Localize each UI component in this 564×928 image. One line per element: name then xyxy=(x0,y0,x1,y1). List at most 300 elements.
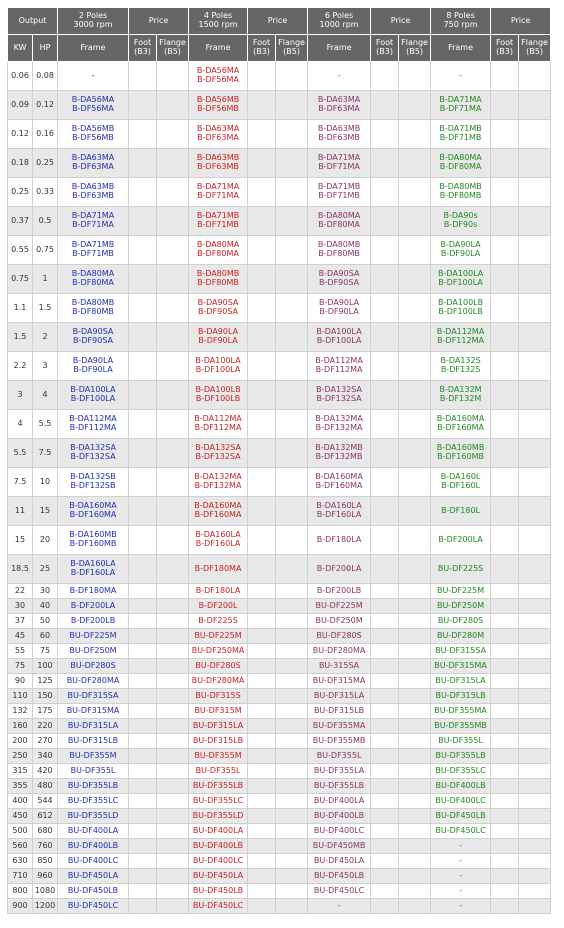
frame-code: BU-DF315SA xyxy=(435,645,487,655)
price-foot-cell xyxy=(371,884,399,899)
frame-2pole-cell xyxy=(58,749,129,764)
frame-8pole-cell xyxy=(431,584,491,599)
frame-code: BU-DF280S xyxy=(70,660,116,670)
frame-code: - xyxy=(459,70,462,80)
price-flange-cell xyxy=(157,120,189,149)
price-flange-cell xyxy=(399,599,431,614)
frame-code: B-DA90LA xyxy=(440,240,481,250)
frame-code: B-DA100LB xyxy=(438,298,484,308)
frame-code: B-DF56MB xyxy=(197,104,239,113)
kw-cell: 55 xyxy=(8,644,33,659)
frame-code: BU-DF280S xyxy=(437,615,484,625)
output-header: Output xyxy=(8,8,58,35)
price-foot-cell xyxy=(371,629,399,644)
frame-code: B-DA71MA xyxy=(439,95,482,105)
price-foot-cell xyxy=(129,352,157,381)
price-flange-cell xyxy=(276,764,308,779)
header-row-1 xyxy=(8,8,551,35)
frame-2pole-cell xyxy=(58,779,129,794)
hp-cell: 30 xyxy=(33,584,58,599)
price-foot-cell xyxy=(371,294,399,323)
price-foot-cell xyxy=(129,869,157,884)
header-row-2 xyxy=(8,35,551,62)
price-flange-cell xyxy=(519,719,551,734)
frame-code: BU-DF400LC xyxy=(435,795,486,805)
price-foot-cell xyxy=(129,689,157,704)
frame-8pole-cell xyxy=(431,869,491,884)
price-flange-cell xyxy=(157,468,189,497)
frame-code: B-DF112MA xyxy=(194,423,242,432)
price-flange-cell xyxy=(276,644,308,659)
table-row xyxy=(8,294,551,323)
price-flange-cell xyxy=(157,526,189,555)
price-flange-cell xyxy=(519,614,551,629)
frame-code: B-DA80MB xyxy=(439,182,482,192)
frame-code: B-DF132S xyxy=(440,365,481,374)
price-foot-cell xyxy=(129,734,157,749)
price-flange-cell xyxy=(519,439,551,468)
price-foot-cell xyxy=(491,236,519,265)
price-flange-cell xyxy=(157,352,189,381)
price-foot-cell xyxy=(129,659,157,674)
kw-cell: 132 xyxy=(8,704,33,719)
price-flange-cell xyxy=(276,526,308,555)
frame-6pole-cell xyxy=(308,764,371,779)
poles4-header: 4 Poles 1500 rpm xyxy=(189,8,248,35)
frame-code: B-DA100LA xyxy=(70,385,116,395)
frame-code: BU-DF315LB xyxy=(313,705,365,715)
price-foot-cell xyxy=(129,719,157,734)
frame-code: B-DA71MB xyxy=(196,211,240,221)
frame-code: B-DF71MA xyxy=(72,220,114,229)
price-header: Price xyxy=(491,8,551,35)
price-foot-cell xyxy=(129,178,157,207)
frame-4pole-cell xyxy=(189,91,248,120)
frame-code: BU-DF355MB xyxy=(434,720,487,730)
price-flange-cell xyxy=(399,794,431,809)
price-foot-cell xyxy=(491,410,519,439)
table-row xyxy=(8,149,551,178)
frame-code: BU-DF450LB xyxy=(313,870,365,880)
price-flange-cell xyxy=(157,178,189,207)
price-foot-cell xyxy=(371,869,399,884)
price-flange-cell xyxy=(519,584,551,599)
table-row xyxy=(8,794,551,809)
frame-code: B-DF71MB xyxy=(318,191,360,200)
price-flange-cell xyxy=(157,555,189,584)
frame-code: B-DF180MA xyxy=(194,563,242,573)
price-foot-cell xyxy=(129,854,157,869)
frame-code: BU-DF355LC xyxy=(435,765,486,775)
frame-6pole-cell xyxy=(308,497,371,526)
price-flange-cell xyxy=(157,689,189,704)
price-flange-cell xyxy=(276,468,308,497)
frame-code: B-DF180LA xyxy=(195,585,241,595)
kw-cell: 4 xyxy=(8,410,33,439)
price-foot-cell xyxy=(248,809,276,824)
frame-code: B-DA100LA xyxy=(195,356,241,366)
frame-code: BU-DF400LB xyxy=(435,780,486,790)
frame-code: BU-DF315LB xyxy=(192,735,244,745)
frame-8pole-cell xyxy=(431,764,491,779)
frame-code: BU-DF450LA xyxy=(192,870,244,880)
table-row xyxy=(8,629,551,644)
hp-cell: 50 xyxy=(33,614,58,629)
hp-cell: 20 xyxy=(33,526,58,555)
price-foot-cell xyxy=(371,120,399,149)
price-foot-cell xyxy=(371,749,399,764)
frame-code: BU-DF250MA xyxy=(191,645,245,655)
frame-code: - xyxy=(459,840,462,850)
frame-code: BU-DF315SA xyxy=(67,690,119,700)
frame-code: B-DA160LA xyxy=(195,530,241,540)
price-flange-cell xyxy=(519,468,551,497)
price-foot-cell xyxy=(491,629,519,644)
frame-code: BU-DF315MA xyxy=(434,660,487,670)
frame-code: B-DA160MA xyxy=(194,501,242,511)
frame-code: BU-DF250M xyxy=(69,645,117,655)
hp-cell: 0.75 xyxy=(33,236,58,265)
table-row xyxy=(8,659,551,674)
price-foot-cell xyxy=(129,323,157,352)
frame-code: B-DF200L xyxy=(198,600,238,610)
price-flange-cell xyxy=(399,381,431,410)
frame-4pole-cell xyxy=(189,120,248,149)
frame-code: B-DF180MA xyxy=(69,585,117,595)
price-foot-cell xyxy=(491,381,519,410)
price-flange-cell xyxy=(399,854,431,869)
price-foot-cell xyxy=(248,410,276,439)
frame-code: BU-DF450LB xyxy=(67,885,119,895)
table-row xyxy=(8,674,551,689)
frame-code: B-DF100LB xyxy=(195,394,241,403)
frame-code: - xyxy=(91,70,95,80)
price-flange-cell xyxy=(399,526,431,555)
price-foot-cell xyxy=(248,323,276,352)
price-flange-cell xyxy=(157,899,189,914)
price-foot-cell xyxy=(129,294,157,323)
table-row xyxy=(8,719,551,734)
price-foot-cell xyxy=(491,734,519,749)
frame-2pole-cell xyxy=(58,410,129,439)
price-foot-cell xyxy=(248,779,276,794)
frame-code: B-DA160MA xyxy=(436,414,485,424)
price-flange-cell xyxy=(399,294,431,323)
price-flange-cell xyxy=(157,869,189,884)
price-foot-cell xyxy=(491,884,519,899)
frame-4pole-cell xyxy=(189,149,248,178)
hp-cell: 544 xyxy=(33,794,58,809)
price-foot-cell xyxy=(371,91,399,120)
price-flange-cell xyxy=(157,91,189,120)
price-foot-cell xyxy=(129,120,157,149)
kw-cell: 710 xyxy=(8,869,33,884)
price-flange-cell xyxy=(519,91,551,120)
price-foot-cell xyxy=(371,178,399,207)
price-foot-cell xyxy=(129,497,157,526)
frame-2pole-cell xyxy=(58,899,129,914)
price-flange-cell xyxy=(399,719,431,734)
price-foot-cell xyxy=(248,120,276,149)
hp-cell: 25 xyxy=(33,555,58,584)
frame-4pole-cell xyxy=(189,352,248,381)
frame-8pole-cell xyxy=(431,719,491,734)
price-foot-cell xyxy=(491,644,519,659)
frame-4pole-cell xyxy=(189,869,248,884)
frame-code: B-DA132SB xyxy=(70,472,116,482)
frame-8pole-cell xyxy=(431,120,491,149)
price-flange-cell xyxy=(519,149,551,178)
frame-code: - xyxy=(459,870,462,880)
price-foot-cell xyxy=(491,674,519,689)
price-foot-cell xyxy=(491,584,519,599)
price-foot-cell xyxy=(491,809,519,824)
price-flange-cell xyxy=(276,91,308,120)
price-flange-cell xyxy=(519,526,551,555)
frame-code: BU-DF315LA xyxy=(192,720,244,730)
hp-cell: 4 xyxy=(33,381,58,410)
price-flange-cell xyxy=(399,869,431,884)
kw-cell: 15 xyxy=(8,526,33,555)
frame-2pole-cell xyxy=(58,764,129,779)
frame-8pole-cell xyxy=(431,704,491,719)
frame-8pole-cell xyxy=(431,824,491,839)
frame-code: B-DF90LA xyxy=(319,307,359,316)
price-flange-cell xyxy=(276,178,308,207)
frame-4pole-cell xyxy=(189,824,248,839)
frame-4pole-cell xyxy=(189,779,248,794)
price-foot-cell xyxy=(491,764,519,779)
hp-cell: 75 xyxy=(33,644,58,659)
price-flange-cell xyxy=(276,410,308,439)
price-flange-cell xyxy=(519,659,551,674)
table-row xyxy=(8,599,551,614)
frame-2pole-cell xyxy=(58,614,129,629)
price-foot-cell xyxy=(129,764,157,779)
frame-4pole-cell xyxy=(189,497,248,526)
price-foot-cell xyxy=(248,265,276,294)
table-row xyxy=(8,824,551,839)
price-foot-cell xyxy=(129,62,157,91)
price-flange-cell xyxy=(399,779,431,794)
hp-cell: 1 xyxy=(33,265,58,294)
price-flange-cell xyxy=(157,839,189,854)
kw-cell: 7.5 xyxy=(8,468,33,497)
price-flange-cell xyxy=(157,381,189,410)
price-foot-cell xyxy=(248,749,276,764)
frame-code: - xyxy=(337,70,341,80)
price-flange-cell xyxy=(399,644,431,659)
price-foot-cell xyxy=(248,854,276,869)
frame-code: BU-DF355LB xyxy=(435,750,486,760)
price-foot-cell xyxy=(491,659,519,674)
frame-code: B-DF160MB xyxy=(437,452,484,461)
price-flange-cell xyxy=(276,839,308,854)
frame-code: B-DA63MB xyxy=(196,153,240,163)
price-flange-cell xyxy=(157,749,189,764)
frame-2pole-cell xyxy=(58,178,129,207)
price-flange-cell xyxy=(399,468,431,497)
frame-4pole-cell xyxy=(189,468,248,497)
frame-code: B-DA80MA xyxy=(439,153,482,163)
table-row xyxy=(8,884,551,899)
table-row xyxy=(8,352,551,381)
frame-8pole-cell xyxy=(431,207,491,236)
price-foot-cell xyxy=(129,526,157,555)
hp-cell: 100 xyxy=(33,659,58,674)
hp-cell: 2 xyxy=(33,323,58,352)
price-flange-cell xyxy=(157,794,189,809)
frame-code: B-DF160MA xyxy=(315,481,363,490)
kw-cell: 37 xyxy=(8,614,33,629)
frame-code: BU-DF315LB xyxy=(435,690,486,700)
frame-code: B-DF112MA xyxy=(437,336,484,345)
frame-code: B-DF90LA xyxy=(198,336,238,345)
price-flange-cell xyxy=(399,236,431,265)
price-foot-cell xyxy=(248,659,276,674)
table-row xyxy=(8,526,551,555)
hp-cell: 7.5 xyxy=(33,439,58,468)
price-flange-cell xyxy=(399,749,431,764)
price-foot-cell xyxy=(129,839,157,854)
price-foot-cell xyxy=(491,599,519,614)
frame-code: BU-DF400LB xyxy=(313,810,365,820)
price-foot-cell xyxy=(491,704,519,719)
price-flange-cell xyxy=(519,809,551,824)
hp-cell: 850 xyxy=(33,854,58,869)
frame-code: B-DA90SA xyxy=(72,327,114,337)
price-flange-cell xyxy=(157,323,189,352)
hp-cell: 340 xyxy=(33,749,58,764)
price-flange-cell xyxy=(519,323,551,352)
frame-6pole-cell xyxy=(308,749,371,764)
frame-code: BU-DF355LD xyxy=(67,810,119,820)
kw-cell: 90 xyxy=(8,674,33,689)
frame-2pole-cell xyxy=(58,704,129,719)
price-foot-cell xyxy=(129,584,157,599)
frame-2pole-cell xyxy=(58,629,129,644)
frame-code: B-DF71MB xyxy=(197,220,239,229)
price-foot-cell xyxy=(129,599,157,614)
kw-cell: 450 xyxy=(8,809,33,824)
price-flange-cell xyxy=(276,884,308,899)
price-foot-cell xyxy=(248,555,276,584)
kw-cell: 3 xyxy=(8,381,33,410)
frame-6pole-cell xyxy=(308,644,371,659)
frame-code: BU-DF450LB xyxy=(192,885,244,895)
frame-code: BU-DF315LB xyxy=(67,735,119,745)
price-flange-cell xyxy=(399,555,431,584)
frame-6pole-cell xyxy=(308,265,371,294)
price-flange-cell xyxy=(276,794,308,809)
price-flange-cell xyxy=(399,659,431,674)
frame-code: B-DA80MA xyxy=(71,269,115,279)
frame-8pole-cell xyxy=(431,734,491,749)
price-foot-cell xyxy=(491,839,519,854)
frame-code: BU-DF400LB xyxy=(192,840,244,850)
kw-cell: 75 xyxy=(8,659,33,674)
frame-8pole-cell xyxy=(431,410,491,439)
frame-header: Frame xyxy=(308,35,371,62)
kw-cell: 160 xyxy=(8,719,33,734)
frame-4pole-cell xyxy=(189,839,248,854)
frame-code: B-DF71MA xyxy=(439,104,482,113)
table-row xyxy=(8,749,551,764)
frame-code: BU-DF400LA xyxy=(192,825,244,835)
price-foot-cell xyxy=(248,207,276,236)
price-foot-cell xyxy=(491,555,519,584)
frame-code: B-DA132SA xyxy=(70,443,116,453)
price-foot-cell xyxy=(491,779,519,794)
table-row xyxy=(8,734,551,749)
price-flange-cell xyxy=(519,178,551,207)
frame-8pole-cell xyxy=(431,62,491,91)
price-foot-cell xyxy=(371,809,399,824)
price-flange-cell xyxy=(276,629,308,644)
frame-code: BU-DF400LA xyxy=(67,825,119,835)
frame-code: B-DF90SA xyxy=(198,307,239,316)
price-flange-cell xyxy=(519,764,551,779)
price-foot-cell xyxy=(248,439,276,468)
frame-8pole-cell xyxy=(431,644,491,659)
frame-code: B-DF132M xyxy=(439,394,482,403)
frame-code: B-DA56MA xyxy=(196,66,240,76)
frame-code: B-DF100LA xyxy=(195,365,241,374)
price-foot-cell xyxy=(371,659,399,674)
frame-code: B-DA71MA xyxy=(71,211,115,221)
price-foot-cell xyxy=(371,468,399,497)
price-foot-cell xyxy=(491,614,519,629)
price-foot-cell xyxy=(491,869,519,884)
frame-code: B-DA71MA xyxy=(196,182,240,192)
frame-2pole-cell xyxy=(58,884,129,899)
frame-code: B-DF160MA xyxy=(437,423,484,432)
frame-code: B-DA80MA xyxy=(317,211,361,221)
frame-6pole-cell xyxy=(308,794,371,809)
hp-cell: 960 xyxy=(33,869,58,884)
table-row xyxy=(8,381,551,410)
frame-code: BU-DF315LA xyxy=(435,675,486,685)
frame-code: BU-DF450LC xyxy=(313,885,365,895)
frame-code: BU-DF225S xyxy=(437,563,484,573)
price-flange-cell xyxy=(276,149,308,178)
price-foot-cell xyxy=(248,149,276,178)
frame-code: BU-DF355M xyxy=(69,750,117,760)
price-foot-cell xyxy=(371,599,399,614)
frame-code: BU-DF355LB xyxy=(192,780,244,790)
price-foot-cell xyxy=(248,794,276,809)
price-foot-cell xyxy=(371,62,399,91)
price-flange-cell xyxy=(519,794,551,809)
price-foot-cell xyxy=(371,674,399,689)
price-flange-cell xyxy=(399,584,431,599)
price-flange-cell xyxy=(399,899,431,914)
frame-code: B-DF80MB xyxy=(72,307,114,316)
price-header: Price xyxy=(129,8,189,35)
frame-code: B-DF56MB xyxy=(72,133,114,142)
kw-cell: 30 xyxy=(8,599,33,614)
frame-4pole-cell xyxy=(189,323,248,352)
price-flange-cell xyxy=(519,352,551,381)
frame-4pole-cell xyxy=(189,719,248,734)
price-flange-cell xyxy=(157,734,189,749)
frame-code: B-DA160MB xyxy=(69,530,117,540)
frame-code: B-DF80MB xyxy=(439,191,482,200)
price-foot-cell xyxy=(491,352,519,381)
frame-2pole-cell xyxy=(58,265,129,294)
price-flange-cell xyxy=(157,614,189,629)
frame-code: B-DA63MB xyxy=(71,182,115,192)
